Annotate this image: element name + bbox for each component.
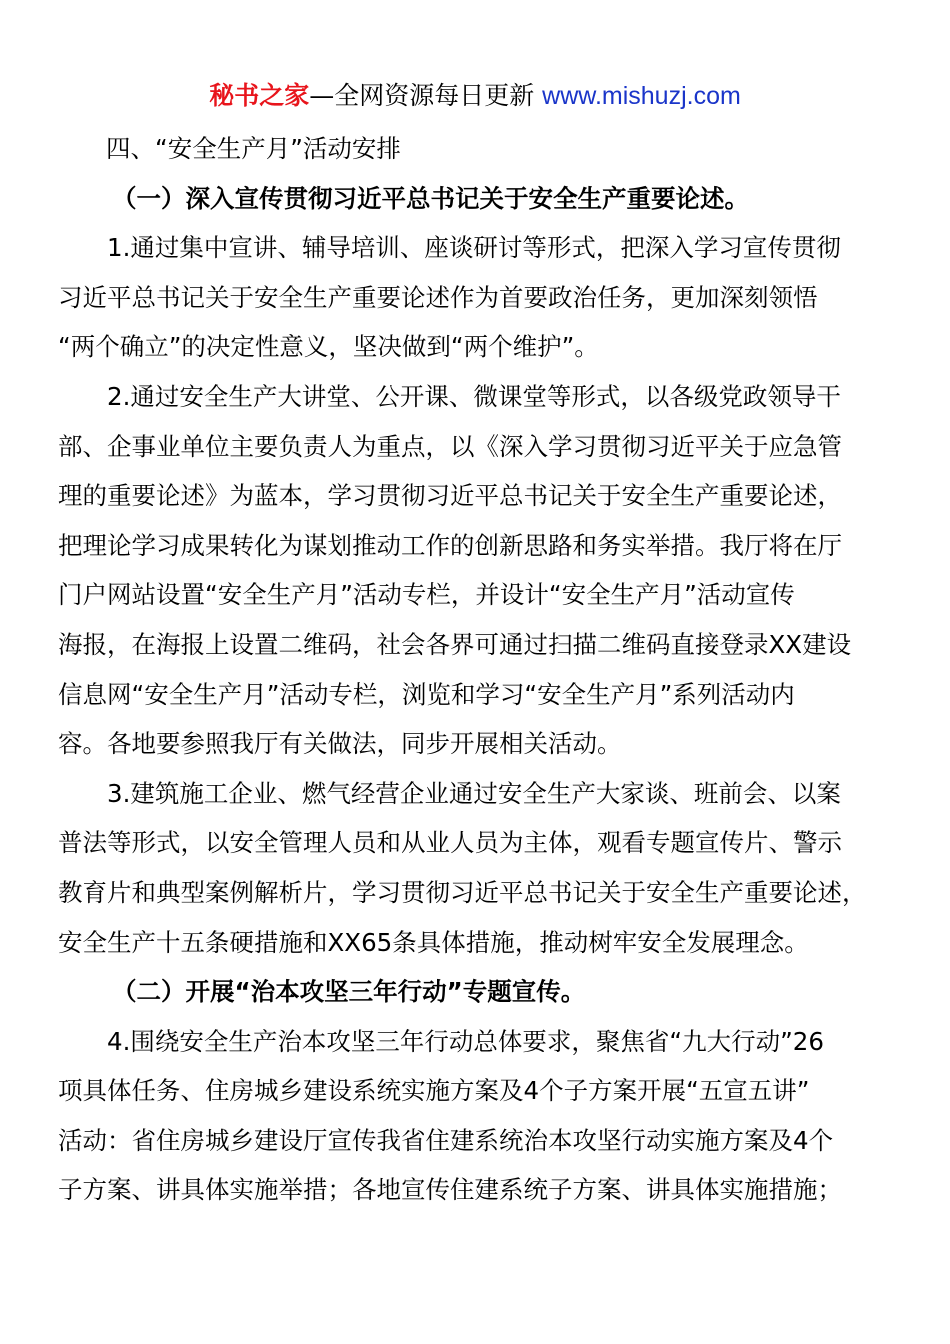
paragraph-line: 3.建筑施工企业、燃气经营企业通过安全生产大家谈、班前会、以案 — [107, 778, 841, 808]
paragraph-line: 习近平总书记关于安全生产重要论述作为首要政治任务，更加深刻领悟 — [58, 282, 818, 312]
paragraph-line: 安全生产十五条硬措施和XX65条具体措施，推动树牢安全发展理念。 — [58, 927, 809, 957]
brand-name: 秘书之家 — [209, 81, 310, 110]
paragraph-line: 海报，在海报上设置二维码，社会各界可通过扫描二维码直接登录XX建设 — [58, 629, 852, 659]
paragraph-line: 部、企事业单位主要负责人为重点，以《深入学习贯彻习近平关于应急管 — [58, 431, 842, 461]
header-slogan: —全网资源每日更新 — [309, 81, 543, 110]
section-title: 四、“安全生产月”活动安排 — [106, 134, 401, 163]
paragraph-line: 门户网站设置“安全生产月”活动专栏，并设计“安全生产月”活动宣传 — [58, 580, 795, 610]
paragraph-line: 教育片和典型案例解析片，学习贯彻习近平总书记关于安全生产重要论述， — [58, 877, 867, 907]
document-body — [58, 124, 894, 1215]
subsection-heading: （一）深入宣传贯彻习近平总书记关于安全生产重要论述。 — [112, 183, 749, 213]
subsection-heading: （二）开展“治本攻坚三年行动”专题宣传。 — [112, 977, 586, 1007]
site-header — [0, 78, 950, 114]
paragraph-line: 容。各地要参照我厅有关做法，同步开展相关活动。 — [58, 729, 622, 759]
paragraph-line: 普法等形式，以安全管理人员和从业人员为主体，观看专题宣传片、警示 — [58, 828, 842, 858]
paragraph-line: 活动：省住房城乡建设厅宣传我省住建系统治本攻坚行动实施方案及4个 — [58, 1125, 834, 1155]
paragraph-line: 2.通过安全生产大讲堂、公开课、微课堂等形式，以各级党政领导干 — [107, 381, 841, 411]
paragraph-line: 把理论学习成果转化为谋划推动工作的创新思路和务实举措。我厅将在厅 — [58, 530, 842, 560]
paragraph-line: 4.围绕安全生产治本攻坚三年行动总体要求，聚焦省“九大行动”26 — [107, 1026, 824, 1056]
paragraph-line: 信息网“安全生产月”活动专栏，浏览和学习“安全生产月”系列活动内 — [58, 679, 795, 709]
website-link[interactable]: www.mishuzj.com — [542, 82, 741, 110]
paragraph-line: 项具体任务、住房城乡建设系统实施方案及4个子方案开展“五宣五讲” — [58, 1076, 810, 1106]
paragraph-line: 理的重要论述》为蓝本，学习贯彻习近平总书记关于安全生产重要论述， — [58, 481, 842, 511]
paragraph-line: 1.通过集中宣讲、辅导培训、座谈研讨等形式，把深入学习宣传贯彻 — [107, 233, 841, 263]
paragraph-line: 子方案、讲具体实施举措；各地宣传住建系统子方案、讲具体实施措施； — [58, 1175, 842, 1205]
paragraph-line: “两个确立”的决定性意义，坚决做到“两个维护”。 — [58, 332, 599, 362]
